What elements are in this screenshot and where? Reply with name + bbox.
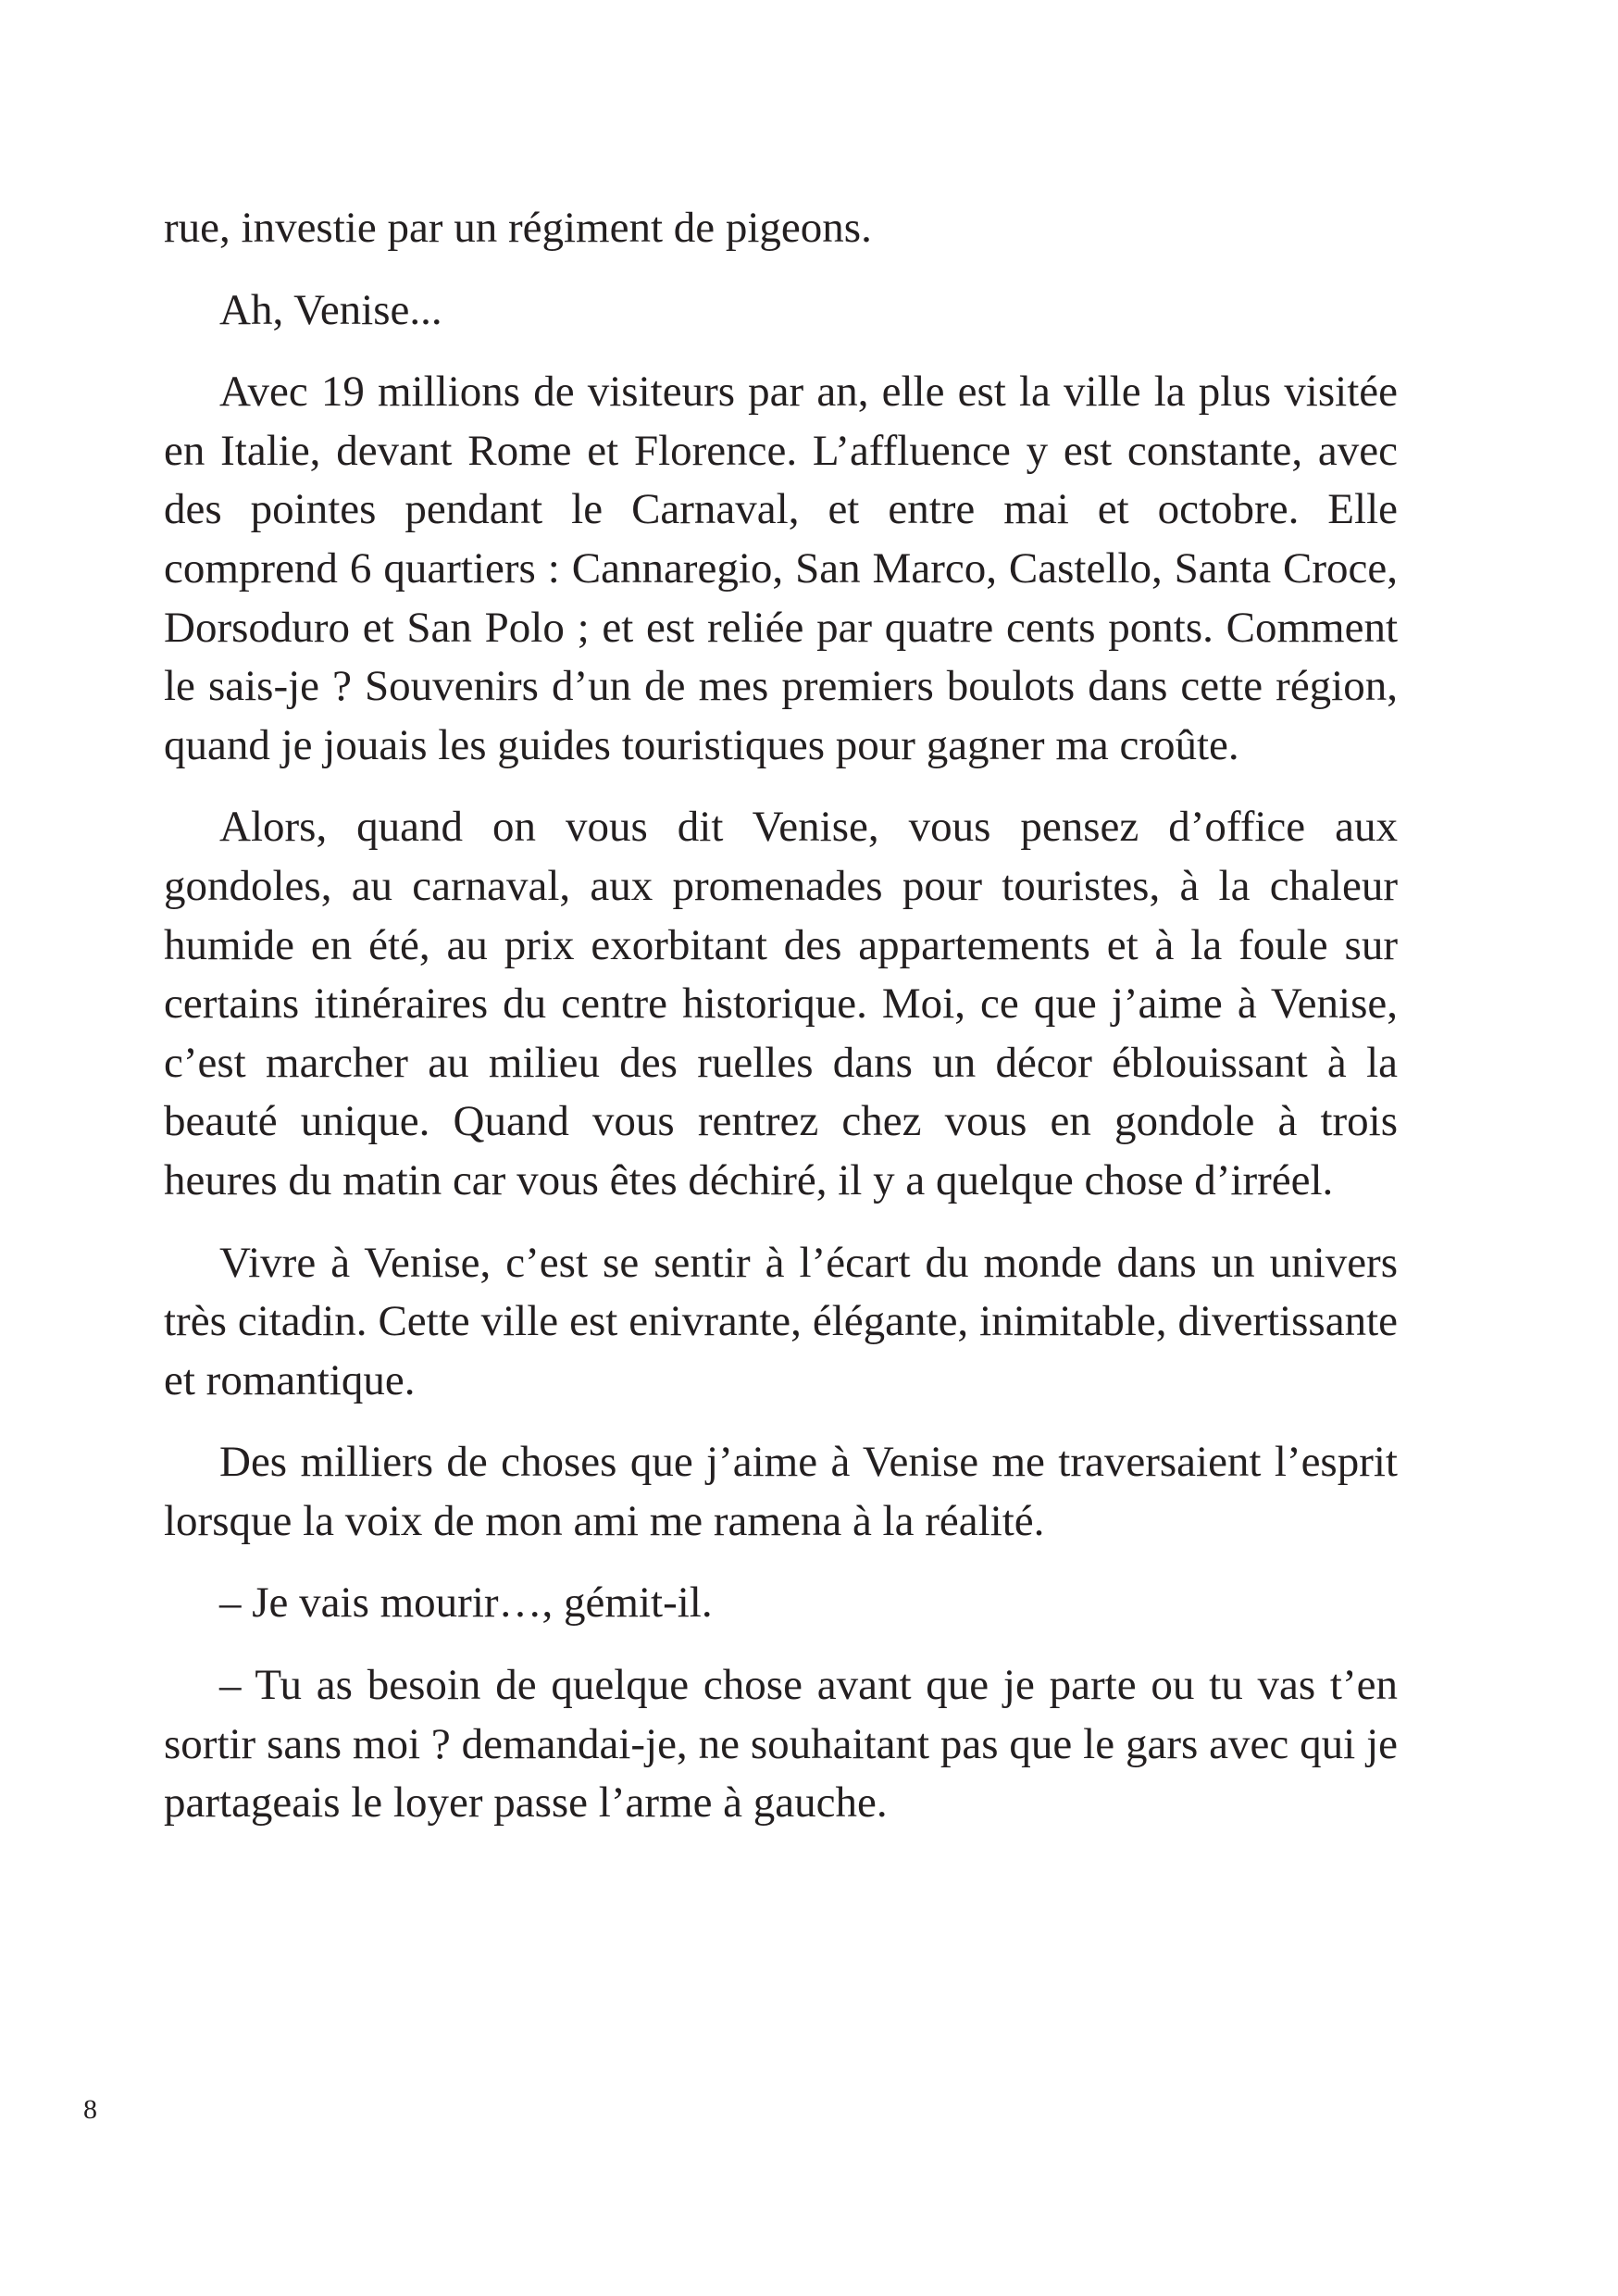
paragraph: Alors, quand on vous dit Venise, vous pensez d’office aux gondoles, au carnaval, aux promenades pour touristes, à la chaleur humide en été, au prix exorbitant des appartements et à la foule sur certains itinéraires du centre historique. Moi, ce que j’aime à Venise, c’est marcher au milieu des ruelles dans un décor éblouissant à la beauté unique. Quand vous rentrez chez vous en gondole à trois heures du matin car vous êtes déchiré, il y a quelque chose d’irréel. bbox=[164, 803, 1398, 1204]
body-text bbox=[164, 199, 1398, 1856]
paragraph: rue, investie par un régiment de pigeons. bbox=[164, 204, 872, 252]
dialogue-line: – Tu as besoin de quelque chose avant que je parte ou tu vas t’en sortir sans moi ? demandai-je, ne souhaitant pas que le gars avec qui je partageais le loyer passe l’arme à gauche. bbox=[164, 1661, 1398, 1828]
paragraph: Des milliers de choses que j’aime à Venise me traversaient l’esprit lorsque la voix de mon ami me ramena à la réalité. bbox=[164, 1438, 1398, 1545]
paragraph: Avec 19 millions de visiteurs par an, elle est la ville la plus visitée en Italie, devant Rome et Florence. L’affluence y est constante, avec des pointes pendant le Carnaval, et entre mai et octobre. Elle comprend 6 quartiers : Cannaregio, San Marco, Castello, Santa Croce, Dorsoduro et San Polo ; et est reliée par quatre cents ponts. Comment le sais-je ? Souvenirs d’un de mes premiers boulots dans cette région, quand je jouais les guides touristiques pour gagner ma croûte. bbox=[164, 368, 1398, 769]
paragraph: Vivre à Venise, c’est se sentir à l’écart du monde dans un univers très citadin. Cette ville est enivrante, élégante, inimitable, divertissante et romantique. bbox=[164, 1238, 1398, 1404]
dialogue-line: – Je vais mourir…, gémit-il. bbox=[219, 1578, 713, 1628]
page-number: 8 bbox=[83, 2094, 97, 2125]
paragraph: Ah, Venise... bbox=[219, 285, 442, 334]
